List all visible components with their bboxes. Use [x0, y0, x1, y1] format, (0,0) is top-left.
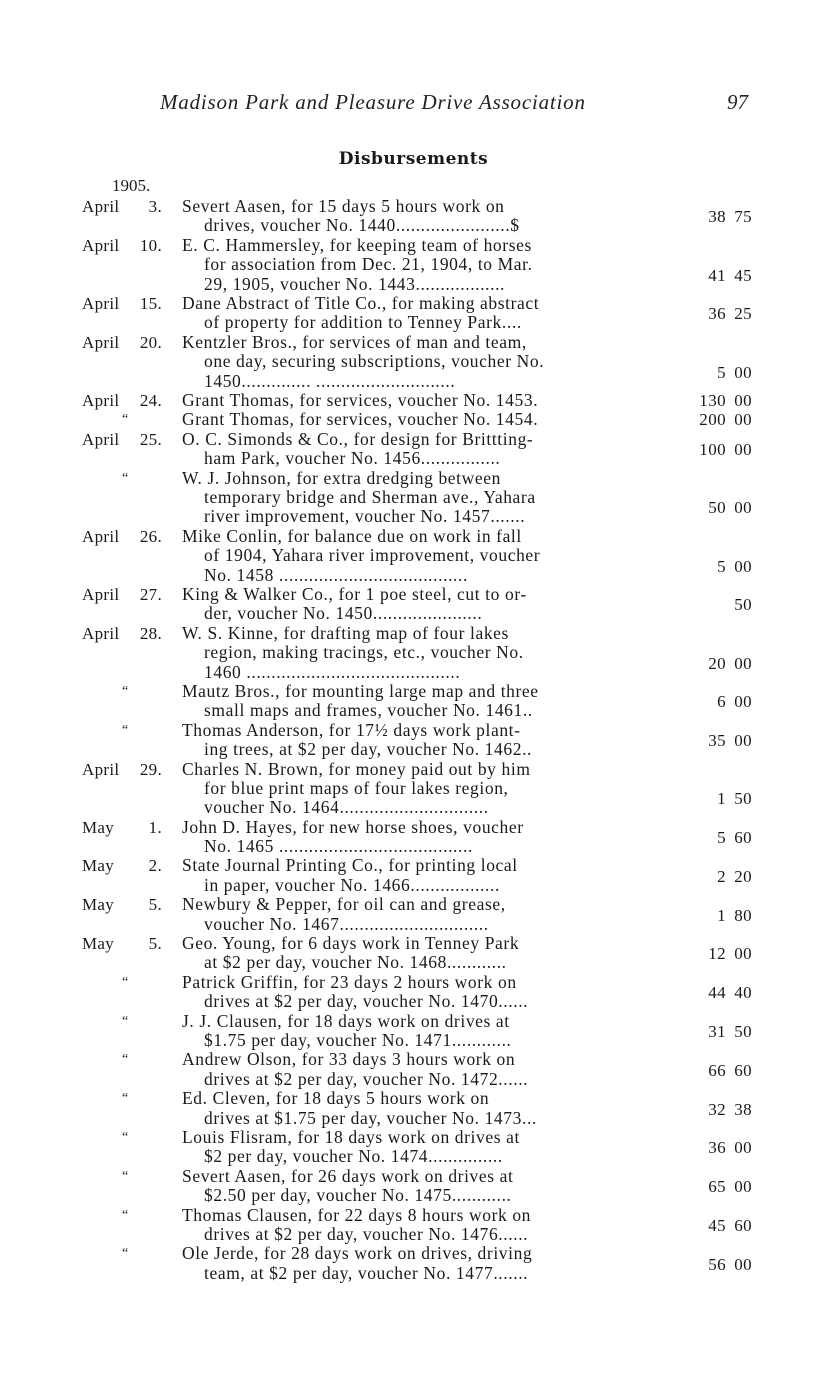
entry-description [182, 818, 652, 857]
amount-cents: 50 [734, 595, 752, 615]
disbursement-entry [0, 197, 827, 236]
description-line: team, at $2 per day, voucher No. 1477....... [204, 1262, 529, 1283]
amount-cents: 00 [734, 1177, 752, 1197]
entry-month: May [82, 817, 115, 837]
amount-dollars: 20 [708, 653, 726, 673]
entry-amount [690, 789, 752, 808]
entry-description [182, 1012, 652, 1051]
disbursement-entry [0, 682, 827, 721]
disbursement-entry [0, 236, 827, 294]
entry-amount [690, 304, 752, 323]
amount-dollars: 32 [708, 1099, 726, 1119]
amount-cents: 75 [734, 207, 752, 227]
entry-day: 5. [148, 934, 162, 954]
amount-cents: 00 [734, 1138, 752, 1158]
entry-day: 28. [139, 623, 162, 643]
entry-amount [690, 944, 752, 963]
description-line: John D. Hayes, for new horse shoes, voucher [182, 816, 524, 837]
disbursement-entry [0, 333, 827, 391]
entry-day: 1. [148, 817, 162, 837]
amount-dollars: 50 [708, 498, 726, 518]
amount-dollars: 200 [699, 410, 726, 430]
entry-amount [690, 867, 752, 886]
disbursement-list [0, 197, 827, 1283]
description-line: Severt Aasen, for 15 days 5 hours work on [182, 196, 505, 216]
description-line: King & Walker Co., for 1 poe steel, cut to or- [182, 583, 527, 604]
entry-description [182, 527, 652, 585]
description-line: drives at $2 per day, voucher No. 1472...... [204, 1068, 529, 1089]
description-line: No. 1458 ...................................... [204, 564, 468, 585]
entry-description [182, 973, 652, 1012]
ditto-mark: “ [122, 722, 129, 738]
description-line: drives at $1.75 per day, voucher No. 1473... [204, 1107, 537, 1128]
amount-cents: 00 [734, 410, 752, 430]
entry-description [182, 856, 652, 895]
amount-dollars: 35 [708, 731, 726, 751]
entry-description [182, 682, 652, 721]
description-line: Ed. Cleven, for 18 days 5 hours work on [182, 1088, 490, 1109]
ditto-mark: “ [122, 683, 129, 699]
description-line: $2.50 per day, voucher No. 1475............ [204, 1185, 512, 1206]
amount-dollars: 56 [708, 1254, 726, 1274]
entry-description [182, 1244, 652, 1283]
entry-amount [690, 1177, 752, 1196]
entry-month: May [82, 856, 115, 876]
entry-amount [690, 828, 752, 847]
description-line: Kentzler Bros., for services of man and team, [182, 331, 527, 352]
description-line: region, making tracings, etc., voucher No. [204, 642, 524, 663]
ditto-mark: “ [122, 470, 129, 486]
entry-day: 2. [148, 856, 162, 876]
amount-cents: 60 [734, 1060, 752, 1080]
description-line: Geo. Young, for 6 days work in Tenney Park [182, 933, 520, 954]
description-line: for blue print maps of four lakes region, [204, 777, 509, 798]
entry-month: April [82, 332, 120, 352]
amount-cents: 00 [734, 944, 752, 964]
entry-amount [690, 1138, 752, 1157]
disbursement-entry [0, 934, 827, 973]
entry-description [182, 585, 652, 624]
entry-amount [690, 731, 752, 750]
entry-month: April [82, 584, 120, 604]
disbursement-entry [0, 469, 827, 527]
description-line: der, voucher No. 1450...................... [204, 603, 483, 624]
entry-description [182, 624, 652, 682]
description-line: Thomas Clausen, for 22 days 8 hours work on [182, 1204, 532, 1225]
year-label: 1905. [112, 176, 151, 195]
disbursement-entry [0, 1012, 827, 1051]
section-title: Disbursements [338, 149, 489, 169]
amount-dollars: 44 [708, 983, 726, 1003]
amount-cents: 00 [734, 1254, 752, 1274]
amount-cents: 00 [734, 731, 752, 751]
entry-amount [690, 266, 752, 285]
entry-amount [690, 1255, 752, 1274]
amount-cents: 00 [734, 440, 752, 460]
entry-day: 24. [139, 390, 162, 410]
ditto-mark: “ [122, 1207, 129, 1223]
entry-day: 27. [139, 584, 162, 604]
amount-cents: 60 [734, 828, 752, 848]
page-number: 97 [727, 90, 748, 114]
ditto-mark: “ [122, 1013, 129, 1029]
amount-dollars: 66 [708, 1060, 726, 1080]
description-line: one day, securing subscriptions, voucher No. [204, 351, 545, 372]
entry-description [182, 934, 652, 973]
amount-dollars: 130 [699, 390, 726, 410]
description-line: Grant Thomas, for services, voucher No. 1454. [182, 409, 539, 430]
entry-day: 29. [139, 759, 162, 779]
entry-day: 5. [148, 895, 162, 915]
description-line: $2 per day, voucher No. 1474............... [204, 1146, 503, 1167]
entry-day: 20. [139, 332, 162, 352]
entry-month: April [82, 526, 120, 546]
entry-amount [690, 440, 752, 459]
description-line: voucher No. 1464.............................. [204, 797, 489, 818]
disbursement-entry [0, 410, 827, 429]
disbursement-entry [0, 1206, 827, 1245]
ditto-mark: “ [122, 412, 129, 428]
description-line: State Journal Printing Co., for printing local [182, 855, 518, 876]
amount-dollars: 2 [717, 866, 726, 886]
amount-dollars: 65 [708, 1177, 726, 1197]
amount-cents: 00 [734, 498, 752, 518]
amount-dollars: 31 [708, 1022, 726, 1042]
description-line: E. C. Hammersley, for keeping team of horses [182, 234, 532, 255]
disbursement-entry [0, 294, 827, 333]
disbursement-entry [0, 895, 827, 934]
description-line: J. J. Clausen, for 18 days work on drives at [182, 1010, 510, 1031]
disbursement-entry [0, 585, 827, 624]
ditto-mark: “ [122, 1091, 129, 1107]
entry-day: 15. [139, 293, 162, 313]
entry-description [182, 895, 652, 934]
entry-month: April [82, 197, 120, 216]
description-line: Thomas Anderson, for 17½ days work plant- [182, 719, 521, 740]
amount-cents: 50 [734, 789, 752, 809]
entry-description [182, 410, 652, 429]
description-line: Patrick Griffin, for 23 days 2 hours work on [182, 971, 517, 992]
entry-amount [690, 207, 752, 226]
entry-month: April [82, 390, 120, 410]
description-line: drives at $2 per day, voucher No. 1470...... [204, 991, 529, 1012]
description-line: Mike Conlin, for balance due on work in fall [182, 525, 522, 546]
amount-cents: 00 [734, 390, 752, 410]
entry-amount [690, 983, 752, 1002]
entry-amount [690, 1216, 752, 1235]
description-line: ham Park, voucher No. 1456................ [204, 448, 501, 469]
amount-dollars: 45 [708, 1216, 726, 1236]
amount-cents: 00 [734, 362, 752, 382]
amount-dollars: 41 [708, 265, 726, 285]
ditto-mark: “ [122, 1246, 129, 1262]
disbursement-entry [0, 973, 827, 1012]
disbursement-entry [0, 818, 827, 857]
description-line: Ole Jerde, for 28 days work on drives, driving [182, 1243, 533, 1264]
description-line: Severt Aasen, for 26 days work on drives at [182, 1165, 514, 1186]
amount-dollars: 36 [708, 1138, 726, 1158]
description-line: Grant Thomas, for services, voucher No. 1453. [182, 389, 539, 410]
amount-cents: 60 [734, 1216, 752, 1236]
entry-month: April [82, 235, 120, 255]
description-line: of 1904, Yahara river improvement, voucher [204, 545, 541, 566]
description-line: W. S. Kinne, for drafting map of four lakes [182, 622, 509, 643]
entry-month: May [82, 934, 115, 954]
entry-description [182, 760, 652, 818]
description-line: small maps and frames, voucher No. 1461.. [204, 700, 533, 721]
entry-description [182, 333, 652, 391]
amount-cents: 40 [734, 983, 752, 1003]
description-line: Andrew Olson, for 33 days 3 hours work on [182, 1049, 516, 1070]
disbursement-entry [0, 391, 827, 410]
entry-description [182, 1206, 652, 1245]
entry-description [182, 430, 652, 469]
disbursement-entry [0, 721, 827, 760]
entry-amount [690, 1100, 752, 1119]
description-line: $1.75 per day, voucher No. 1471............ [204, 1030, 512, 1051]
description-line: temporary bridge and Sherman ave., Yahara [204, 486, 536, 507]
description-line: 1460 ........................................... [204, 661, 461, 682]
entry-amount [690, 363, 752, 382]
entry-amount [690, 654, 752, 673]
description-line: voucher No. 1467.............................. [204, 913, 489, 934]
entry-day: 25. [139, 429, 162, 449]
amount-dollars: 36 [708, 304, 726, 324]
entry-amount [690, 1061, 752, 1080]
disbursement-entry [0, 1244, 827, 1283]
description-line: 1450.............. ............................ [204, 370, 456, 391]
entry-day: 26. [139, 526, 162, 546]
description-line: Louis Flisram, for 18 days work on drives at [182, 1127, 520, 1148]
disbursement-entry [0, 430, 827, 469]
description-line: No. 1465 ....................................... [204, 836, 473, 857]
entry-day: 3. [148, 197, 162, 216]
description-line: river improvement, voucher No. 1457....... [204, 506, 526, 527]
entry-month: April [82, 623, 120, 643]
amount-dollars: 100 [699, 440, 726, 460]
entry-month: April [82, 293, 120, 313]
entry-description [182, 721, 652, 760]
entry-month: April [82, 759, 120, 779]
ditto-mark: “ [122, 1168, 129, 1184]
amount-dollars: 38 [708, 207, 726, 227]
amount-cents: 50 [734, 1022, 752, 1042]
amount-cents: 00 [734, 692, 752, 712]
disbursement-entry [0, 856, 827, 895]
running-title: Madison Park and Pleasure Drive Association [160, 90, 586, 114]
amount-dollars: 1 [717, 905, 726, 925]
amount-cents: 45 [734, 265, 752, 285]
disbursement-entry [0, 1128, 827, 1167]
amount-dollars: 5 [717, 362, 726, 382]
entry-amount [690, 498, 752, 517]
description-line: O. C. Simonds & Co., for design for Brittting- [182, 428, 534, 449]
amount-dollars: 6 [717, 692, 726, 712]
description-line: in paper, voucher No. 1466.................. [204, 874, 500, 895]
ditto-mark: “ [122, 1052, 129, 1068]
entry-description [182, 391, 652, 410]
amount-dollars: 5 [717, 556, 726, 576]
description-line: drives at $2 per day, voucher No. 1476...... [204, 1224, 529, 1245]
description-line: drives, voucher No. 1440.......................$ [204, 215, 520, 236]
entry-amount [690, 906, 752, 925]
description-line: ing trees, at $2 per day, voucher No. 1462.. [204, 739, 533, 760]
entry-month: April [82, 429, 120, 449]
entry-amount [690, 1022, 752, 1041]
entry-description [182, 1050, 652, 1089]
entry-description [182, 1167, 652, 1206]
disbursement-entry [0, 1089, 827, 1128]
amount-cents: 20 [734, 866, 752, 886]
entry-description [182, 197, 652, 236]
entry-description [182, 1128, 652, 1167]
description-line: Charles N. Brown, for money paid out by him [182, 758, 531, 779]
ditto-mark: “ [122, 974, 129, 990]
disbursement-entry [0, 624, 827, 682]
amount-cents: 00 [734, 653, 752, 673]
amount-cents: 00 [734, 556, 752, 576]
disbursement-entry [0, 1050, 827, 1089]
disbursement-entry [0, 760, 827, 818]
entry-amount [690, 595, 752, 614]
entry-amount [690, 557, 752, 576]
amount-dollars: 12 [708, 944, 726, 964]
amount-dollars: 5 [717, 828, 726, 848]
entry-amount [690, 410, 752, 429]
description-line: W. J. Johnson, for extra dredging between [182, 467, 501, 488]
description-line: Newbury & Pepper, for oil can and grease, [182, 894, 506, 915]
entry-month: May [82, 895, 115, 915]
amount-dollars: 1 [717, 789, 726, 809]
amount-cents: 80 [734, 905, 752, 925]
description-line: at $2 per day, voucher No. 1468............ [204, 952, 507, 973]
description-line: of property for addition to Tenney Park.... [204, 312, 522, 333]
disbursement-entry [0, 1167, 827, 1206]
entry-description [182, 294, 652, 333]
amount-cents: 38 [734, 1099, 752, 1119]
description-line: 29, 1905, voucher No. 1443.................. [204, 273, 506, 294]
amount-cents: 25 [734, 304, 752, 324]
entry-amount [690, 391, 752, 410]
entry-day: 10. [139, 235, 162, 255]
description-line: Mautz Bros., for mounting large map and three [182, 680, 539, 701]
entry-description [182, 1089, 652, 1128]
description-line: Dane Abstract of Title Co., for making abstract [182, 292, 540, 313]
entry-amount [690, 692, 752, 711]
entry-description [182, 469, 652, 527]
disbursement-entry [0, 527, 827, 585]
ditto-mark: “ [122, 1130, 129, 1146]
description-line: for association from Dec. 21, 1904, to Mar. [204, 254, 533, 275]
entry-description [182, 236, 652, 294]
